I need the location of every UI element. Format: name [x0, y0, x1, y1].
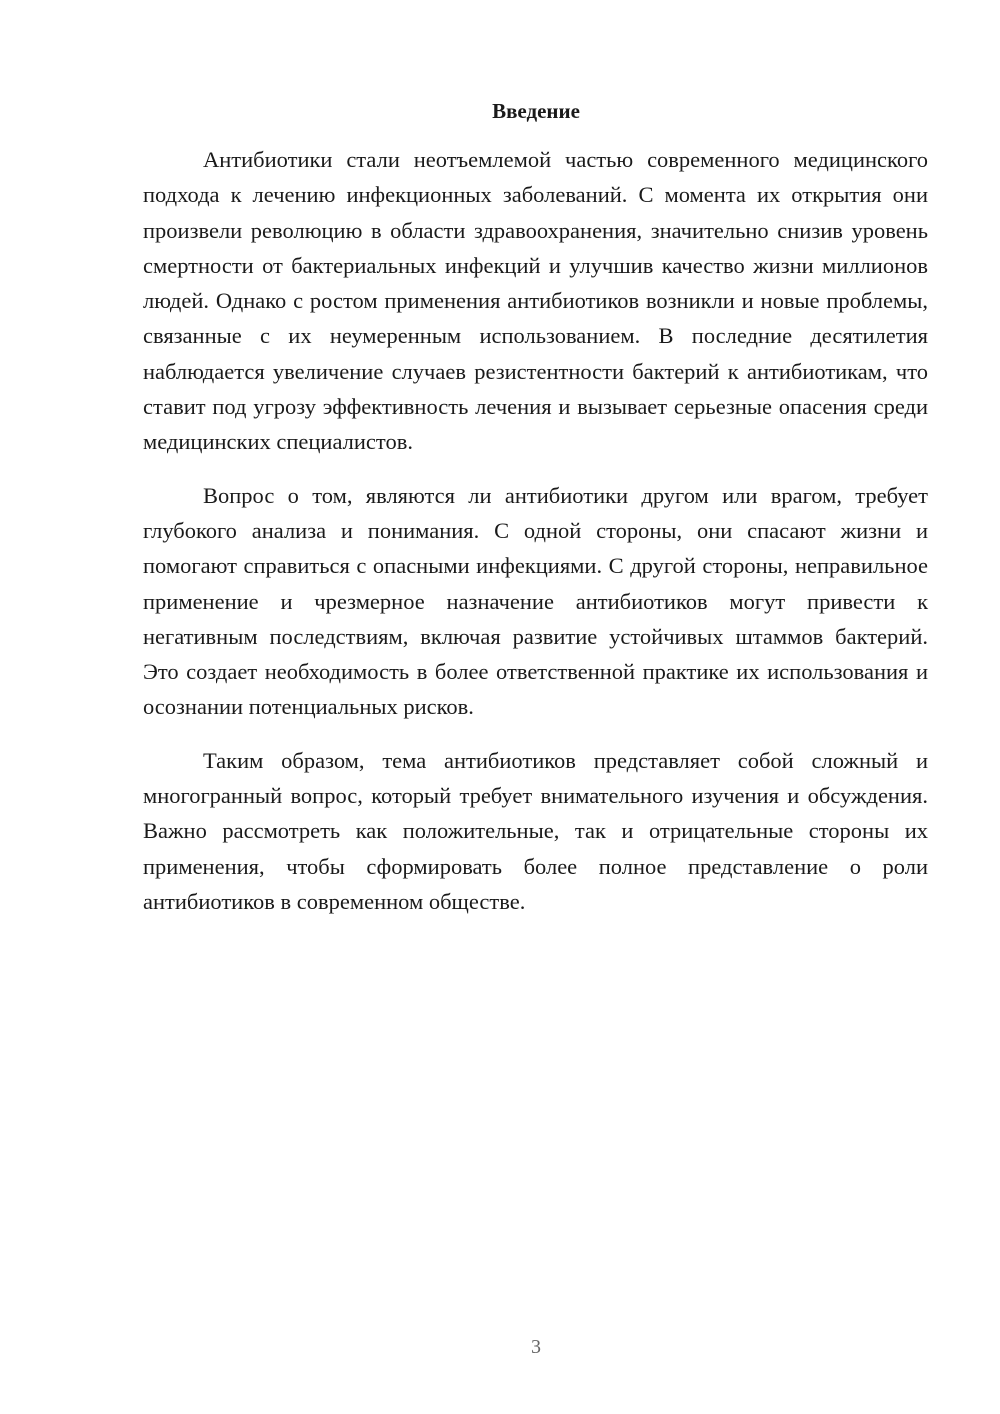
paragraph-3: Таким образом, тема антибиотиков представляет собой сложный и многогранный вопрос, который требует внимательного изучения и обсуждения. Важно рассмотреть как положительные, так и отрицательные стороны их применения, чтобы сформировать более полное представление о роли антибиотиков в современном обществе. [143, 747, 928, 914]
paragraph-2: Вопрос о том, являются ли антибиотики другом или врагом, требует глубокого анализа и понимания. С одной стороны, они спасают жизни и помогают справиться с опасными инфекциями. С другой стороны, неправильное применение и чрезмерное назначение антибиотиков могут привести к негативным последствиям, включая развитие устойчивых штаммов бактерий. Это создает необходимость в более ответственной практике их использования и осознании потенциальных рисков. [143, 482, 928, 720]
paragraph-1: Антибиотики стали неотъемлемой частью современного медицинского подхода к лечению инфекционных заболеваний. С момента их открытия они произвели революцию в области здравоохранения, значительно снизив уровень смертности от бактериальных инфекций и улучшив качество жизни миллионов людей. Однако с ростом применения антибиотиков возникли и новые проблемы, связанные с их неумеренным использованием. В последние десятилетия наблюдается увеличение случаев резистентности бактерий к антибиотикам, что ставит под угрозу эффективность лечения и вызывает серьезные опасения среди медицинских специалистов. [143, 147, 928, 455]
section-heading: Введение [492, 99, 580, 123]
body-text [143, 142, 928, 937]
page-number: 3 [531, 1336, 541, 1358]
